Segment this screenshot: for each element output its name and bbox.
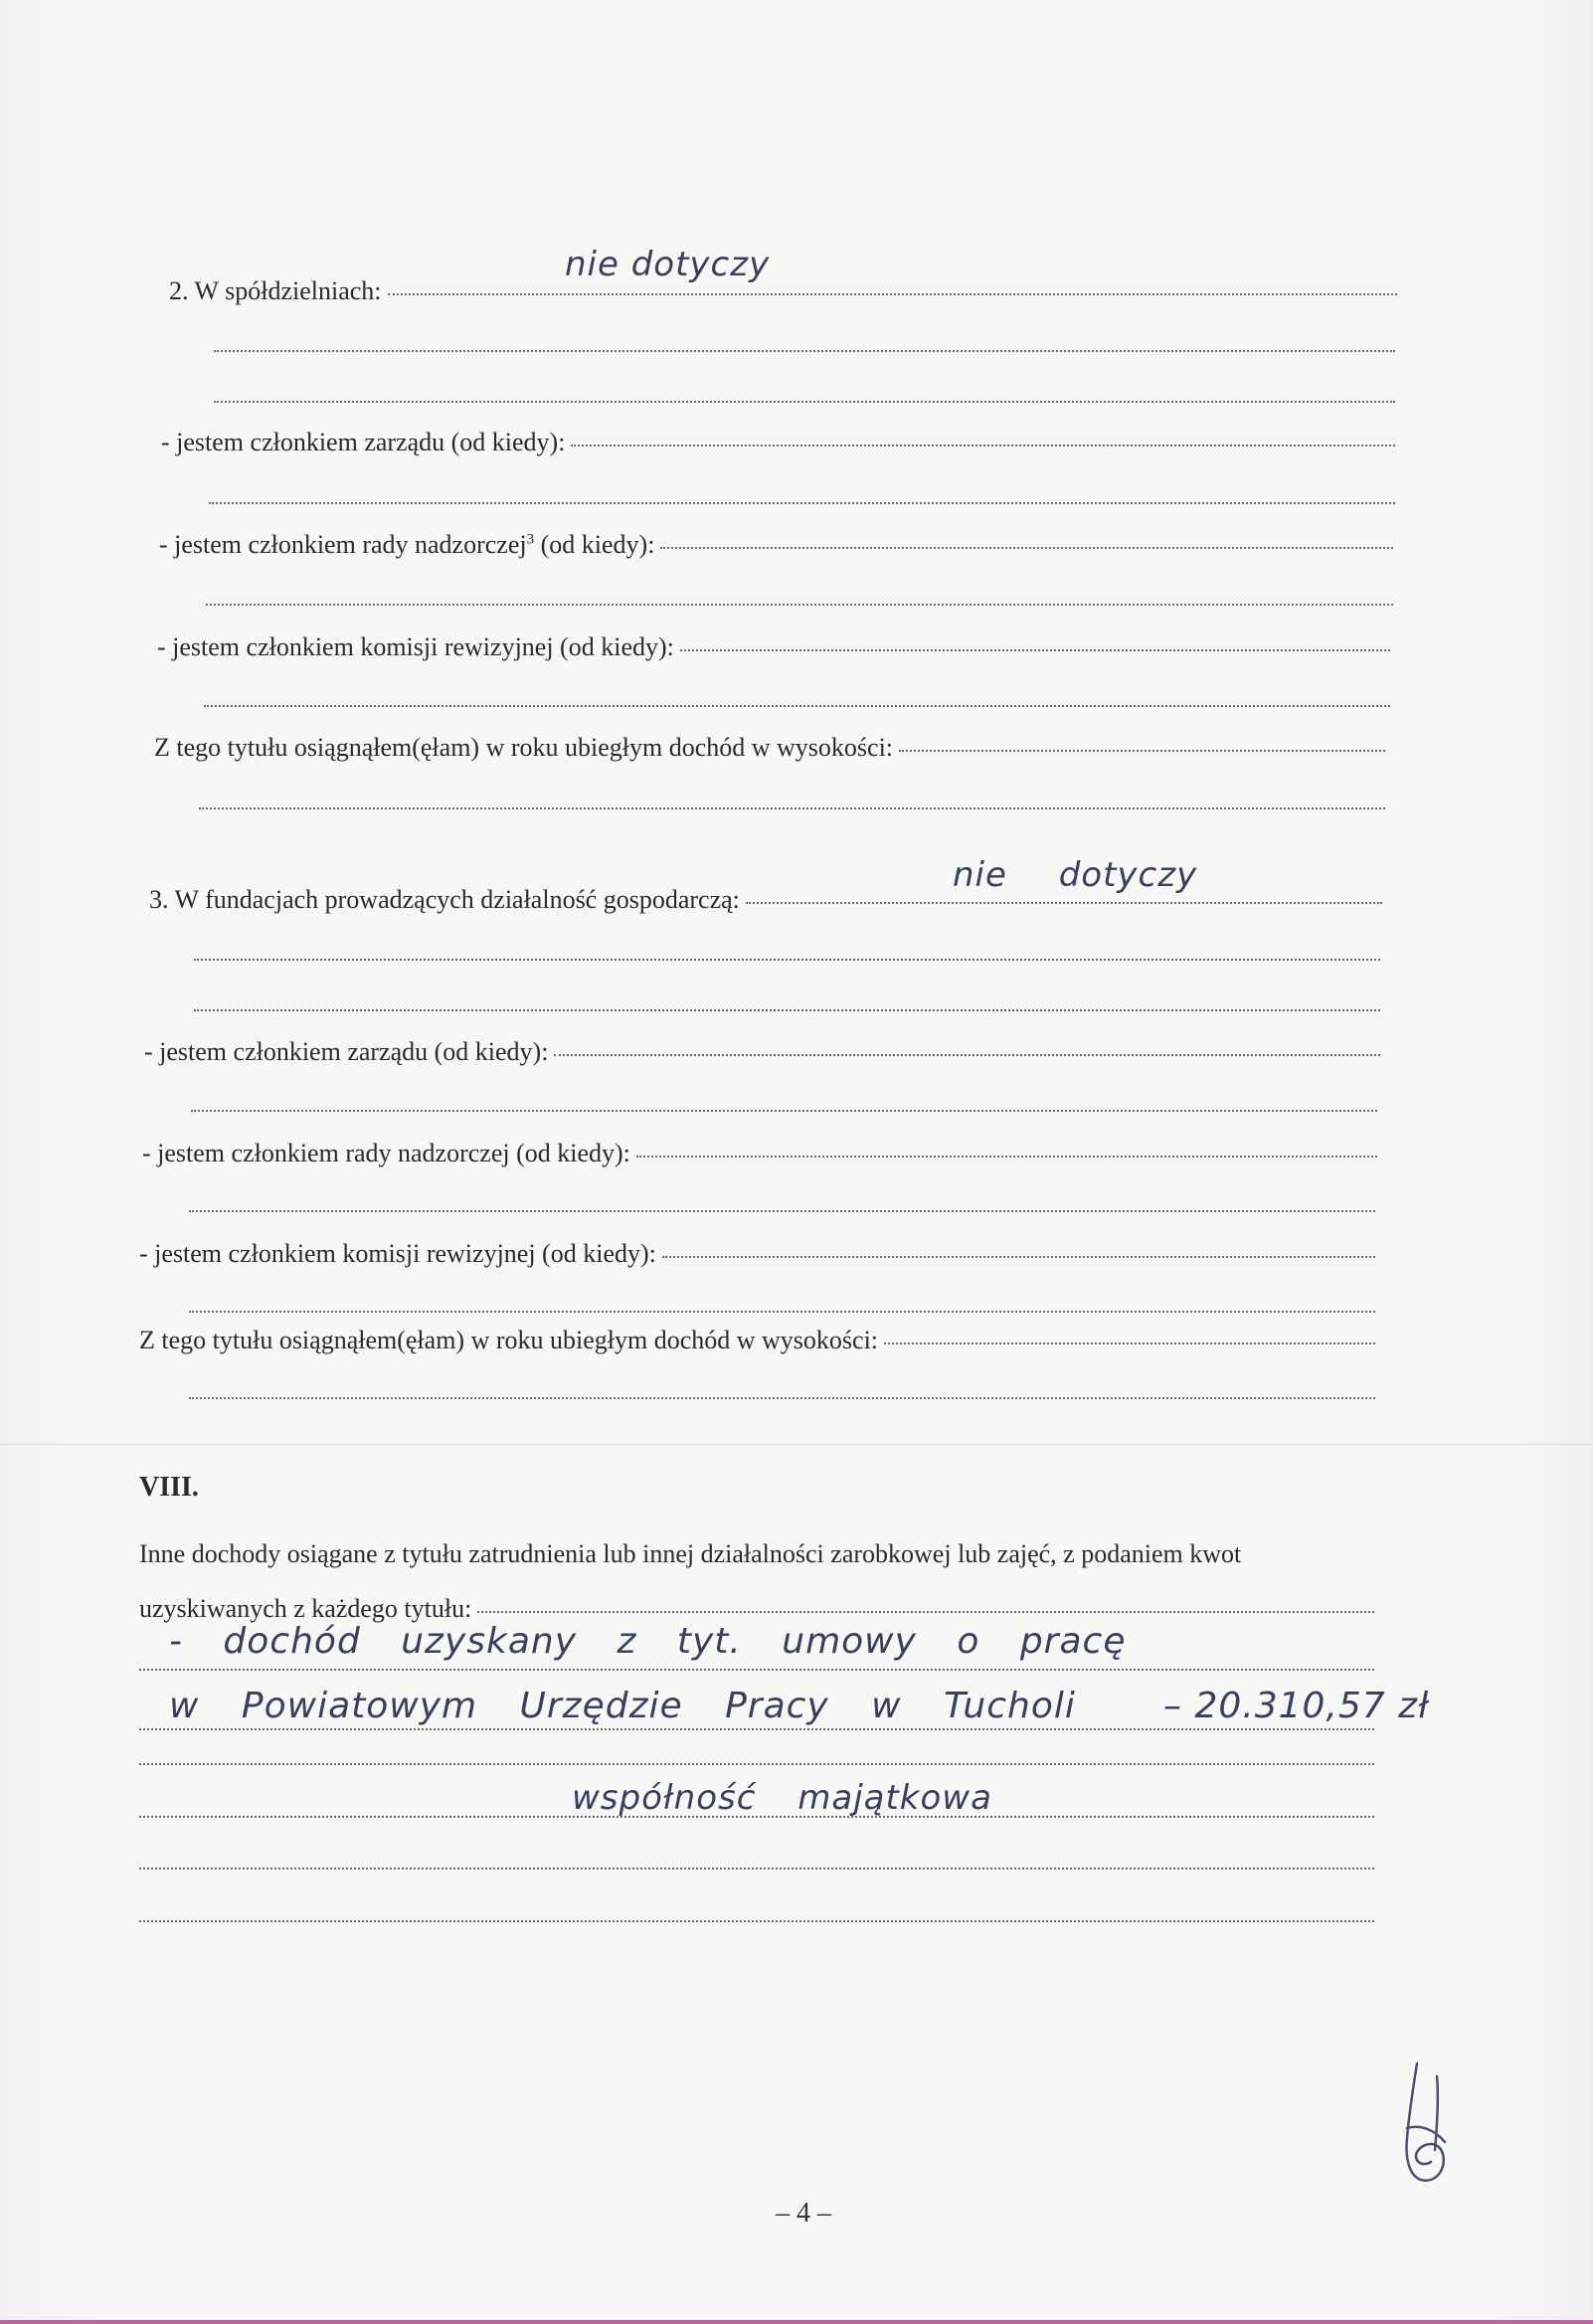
section3-board-row bbox=[144, 1037, 1380, 1067]
dotted-line bbox=[571, 445, 1395, 447]
dotted-line bbox=[194, 959, 1380, 961]
dotted-line bbox=[204, 705, 1390, 707]
section3-supervisory-label: - jestem członkiem rady nadzorczej (od kiedy): bbox=[142, 1139, 630, 1167]
dotted-line bbox=[746, 902, 1382, 904]
section2-audit-label: - jestem członkiem komisji rewizyjnej (od kiedy): bbox=[157, 632, 674, 661]
dotted-line bbox=[206, 604, 1393, 606]
dotted-line bbox=[199, 807, 1385, 809]
handwritten-signature bbox=[1387, 2058, 1467, 2188]
section8-handwritten-line2: w Powiatowym Urzędzie Pracy w Tucholi bbox=[169, 1686, 1076, 1726]
section3-board-label: - jestem członkiem zarządu (od kiedy): bbox=[144, 1037, 549, 1066]
dotted-line bbox=[884, 1342, 1375, 1344]
section3-handwritten-answer: nie dotyczy bbox=[953, 855, 1198, 895]
section2-handwritten-answer: nie dotyczy bbox=[565, 245, 771, 284]
dotted-line bbox=[191, 1110, 1377, 1112]
section8-intro: Inne dochody osiągane z tytułu zatrudnienia lub innej działalności zarobkowej lub zajęć, z podaniem kwot bbox=[139, 1539, 1242, 1568]
dotted-line bbox=[636, 1156, 1377, 1158]
section8-handwritten-line1: - dochód uzyskany z tyt. umowy o pracę bbox=[169, 1621, 1127, 1662]
dotted-line bbox=[139, 1868, 1374, 1870]
section8-intro-cont-row bbox=[139, 1594, 1374, 1624]
dotted-line bbox=[194, 1009, 1380, 1011]
dotted-line bbox=[477, 1611, 1374, 1613]
section8-handwritten-amount: – 20.310,57 zł bbox=[1163, 1686, 1430, 1726]
dotted-line bbox=[189, 1210, 1375, 1212]
section2-board-label: - jestem członkiem zarządu (od kiedy): bbox=[161, 428, 566, 456]
dotted-line bbox=[680, 649, 1390, 651]
dotted-line bbox=[139, 1920, 1374, 1922]
section2-income-row bbox=[154, 733, 1385, 763]
dotted-line bbox=[388, 293, 1398, 295]
dotted-line bbox=[899, 750, 1385, 752]
section2-title-row bbox=[169, 276, 1397, 306]
dotted-line bbox=[189, 1397, 1375, 1399]
dotted-line bbox=[139, 1816, 1374, 1818]
dotted-line bbox=[139, 1763, 1374, 1765]
section2-income-label: Z tego tytułu osiągnąłem(ęłam) w roku ubiegłym dochód w wysokości: bbox=[154, 733, 894, 762]
page-bottom-edge bbox=[0, 2320, 1593, 2324]
section8-heading: VIII. bbox=[139, 1472, 199, 1503]
section2-board-row bbox=[161, 428, 1395, 457]
dotted-line bbox=[214, 401, 1395, 403]
section2-supervisory-label: - jestem członkiem rady nadzorczej$^3$ (od kiedy): bbox=[159, 530, 655, 559]
page-number: – 4 – bbox=[776, 2198, 831, 2229]
section2-title: 2. W spółdzielniach: bbox=[169, 276, 382, 305]
section3-audit-label: - jestem członkiem komisji rewizyjnej (od kiedy): bbox=[139, 1239, 656, 1268]
section3-income-row bbox=[139, 1326, 1375, 1355]
section3-supervisory-row bbox=[142, 1139, 1377, 1168]
dotted-line bbox=[209, 502, 1395, 504]
dotted-line bbox=[139, 1669, 1374, 1671]
section3-title: 3. W fundacjach prowadzących działalność gospodarczą: bbox=[149, 885, 740, 914]
page-fold bbox=[0, 1444, 1593, 1445]
section3-audit-row bbox=[139, 1239, 1375, 1269]
section3-income-label: Z tego tytułu osiągnąłem(ęłam) w roku ubiegłym dochód w wysokości: bbox=[139, 1326, 879, 1354]
dotted-line bbox=[189, 1311, 1375, 1313]
dotted-line bbox=[554, 1054, 1380, 1056]
section2-supervisory-row bbox=[159, 530, 1393, 560]
section8-handwritten-line3: współność majątkowa bbox=[572, 1778, 992, 1818]
section8-intro-cont: uzyskiwanych z każdego tytułu: bbox=[139, 1594, 472, 1623]
dotted-line bbox=[660, 547, 1393, 549]
dotted-line bbox=[139, 1728, 1374, 1730]
dotted-line bbox=[662, 1256, 1375, 1258]
dotted-line bbox=[214, 350, 1395, 352]
section2-audit-row bbox=[157, 632, 1390, 662]
